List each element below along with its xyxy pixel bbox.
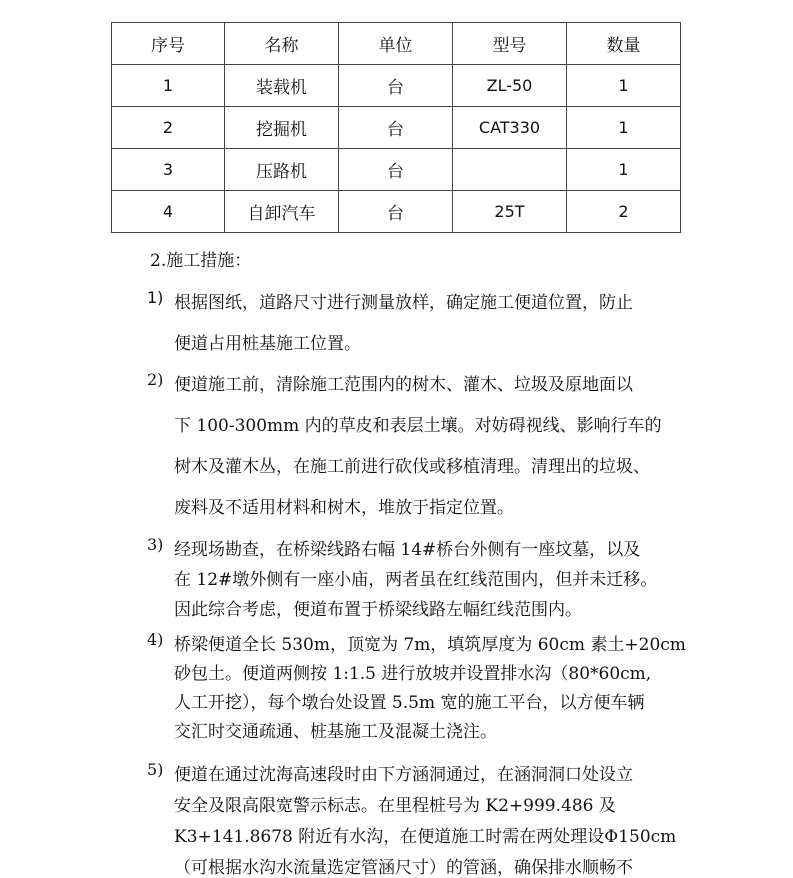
item-line: 根据图纸，道路尺寸进行测量放样，确定施工便道位置，防止 — [174, 293, 633, 313]
item-line: 废料及不适用材料和树木，堆放于指定位置。 — [174, 498, 514, 518]
item-line: 经现场勘查，在桥梁线路右幅 14#桥台外侧有一座坟墓，以及 — [174, 540, 641, 560]
table-cell: 25T — [453, 191, 567, 233]
table-cell: 2 — [567, 191, 681, 233]
table-cell: 1 — [567, 65, 681, 107]
item-line: 安全及限高限宽警示标志。在里程桩号为 K2+999.486 及 — [174, 796, 616, 816]
header-cell: 数量 — [567, 23, 681, 65]
item-line: 便道占用桩基施工位置。 — [174, 334, 361, 354]
header-cell: 型号 — [453, 23, 567, 65]
item-number: 2) — [147, 370, 164, 389]
item-line: 桥梁便道全长 530m，顶宽为 7m，填筑厚度为 60cm 素土+20cm — [174, 635, 686, 655]
table-cell: 台 — [339, 191, 453, 233]
item-line: 砂包土。便道两侧按 1:1.5 进行放坡并设置排水沟（80*60cm, — [174, 664, 652, 684]
table-row — [112, 65, 681, 107]
item-line: 便道在通过沈海高速段时由下方涵洞通过，在涵洞洞口处设立 — [174, 765, 633, 785]
table-cell: 压路机 — [225, 149, 339, 191]
table-row — [112, 107, 681, 149]
item-number: 1) — [147, 288, 164, 307]
table-row — [112, 149, 681, 191]
table-cell — [453, 149, 567, 191]
item-line: 在 12#墩外侧有一座小庙，两者虽在红线范围内，但并未迁移。 — [174, 570, 658, 590]
item-line: 人工开挖），每个墩台处设置 5.5m 宽的施工平台，以方便车辆 — [174, 693, 645, 713]
table-cell: 2 — [112, 107, 225, 149]
table-cell: 自卸汽车 — [225, 191, 339, 233]
table-cell: 1 — [567, 149, 681, 191]
table-cell: 台 — [339, 149, 453, 191]
item-line: 交汇时交通疏通、桩基施工及混凝土浇注。 — [174, 722, 497, 742]
table-cell: ZL-50 — [453, 65, 567, 107]
item-number: 4) — [147, 630, 164, 649]
table-cell: 台 — [339, 65, 453, 107]
item-line: 下 100-300mm 内的草皮和表层土壤。对妨碍视线、影响行车的 — [174, 416, 662, 436]
table-cell: 4 — [112, 191, 225, 233]
item-line: 便道施工前，清除施工范围内的树木、灌木、垃圾及原地面以 — [174, 375, 633, 395]
table-cell: 1 — [112, 65, 225, 107]
table-cell: 1 — [567, 107, 681, 149]
item-line: （可根据水沟水流量选定管涵尺寸）的管涵，确保排水顺畅不 — [174, 858, 633, 878]
item-number: 5) — [147, 760, 164, 779]
table-header-row — [112, 23, 681, 65]
section-title: 2.施工措施： — [150, 251, 252, 271]
item-line: K3+141.8678 附近有水沟，在便道施工时需在两处理设Φ150cm — [174, 827, 677, 847]
table-cell: 台 — [339, 107, 453, 149]
table-cell: 装载机 — [225, 65, 339, 107]
header-cell: 名称 — [225, 23, 339, 65]
item-line: 树木及灌木丛，在施工前进行砍伐或移植清理。清理出的垃圾、 — [174, 457, 650, 477]
equipment-table — [111, 22, 681, 233]
table-cell: 3 — [112, 149, 225, 191]
table-cell: CAT330 — [453, 107, 567, 149]
table-cell: 挖掘机 — [225, 107, 339, 149]
item-number: 3) — [147, 535, 164, 554]
header-cell: 单位 — [339, 23, 453, 65]
item-line: 因此综合考虑，便道布置于桥梁线路左幅红线范围内。 — [174, 600, 582, 620]
table-row — [112, 191, 681, 233]
header-cell: 序号 — [112, 23, 225, 65]
